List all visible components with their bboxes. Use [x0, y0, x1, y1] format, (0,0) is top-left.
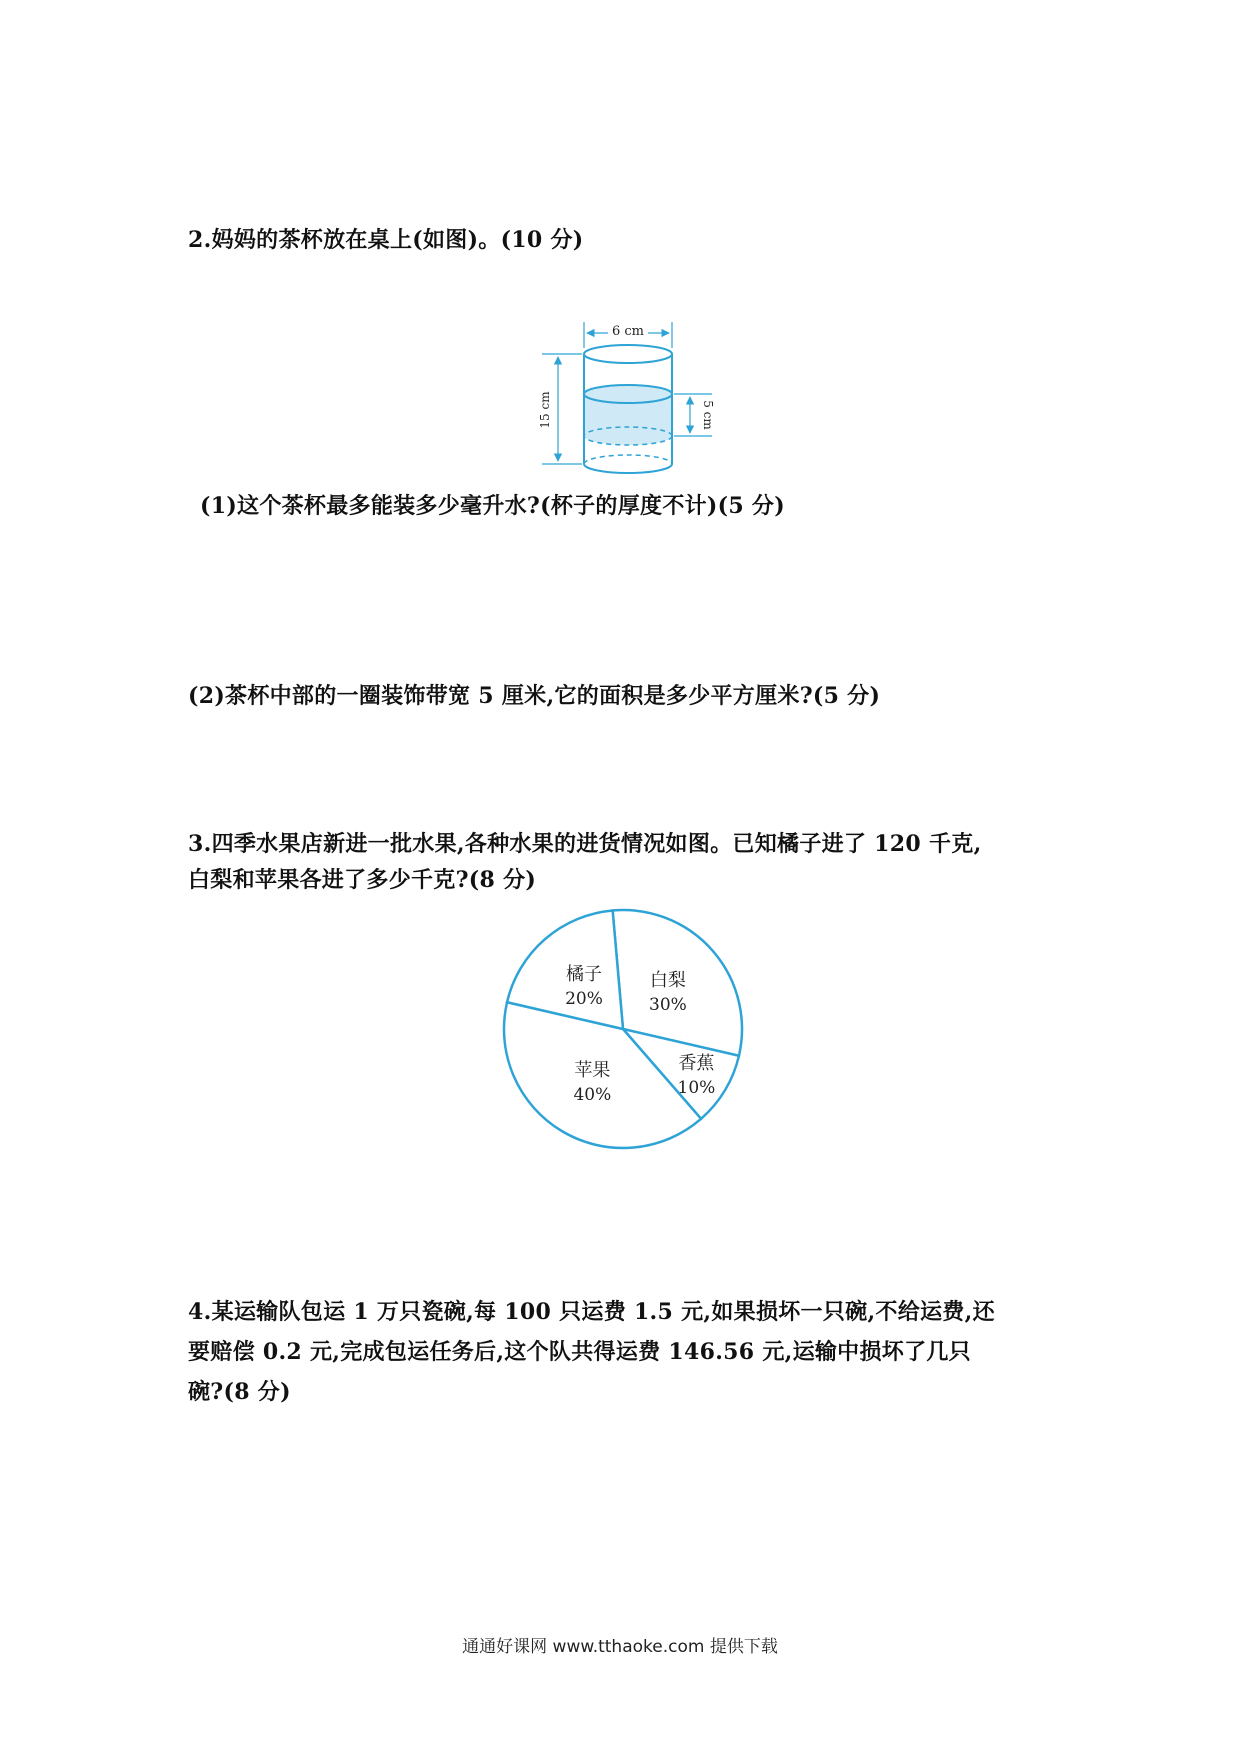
- height-dimension: [538, 354, 582, 464]
- pie-slices: [504, 910, 742, 1148]
- question-2-part-1: (1)这个茶杯最多能装多少毫升水?(杯子的厚度不计)(5 分): [200, 493, 785, 519]
- band-label: 5 cm: [701, 400, 715, 430]
- question-4-line-2: 要赔偿 0.2 元,完成包运任务后,这个队共得运费 146.56 元,运输中损坏了几只: [188, 1339, 971, 1365]
- height-label: 15 cm: [538, 391, 552, 429]
- pie-slice-label: 香蕉: [678, 1053, 715, 1075]
- cup-band: [584, 385, 672, 445]
- question-4-line-3: 碗?(8 分): [188, 1379, 291, 1405]
- footer-watermark: 通通好课网 www.tthaoke.com 提供下载: [462, 1637, 778, 1657]
- question-3-line-1: 3.四季水果店新进一批水果,各种水果的进货情况如图。已知橘子进了 120 千克,: [188, 831, 982, 857]
- pie-slice-label: 苹果: [574, 1060, 611, 1082]
- question-3-title: [188, 826, 982, 898]
- fruit-pie-chart: [498, 906, 748, 1152]
- question-4-line-1: 4.某运输队包运 1 万只瓷碗,每 100 只运费 1.5 元,如果损坏一只碗,不给运费,还: [188, 1299, 995, 1325]
- question-2-title: 2.妈妈的茶杯放在桌上(如图)。(10 分): [188, 227, 584, 253]
- pie-slice-percent: 30%: [649, 994, 687, 1015]
- width-label: 6 cm: [611, 324, 645, 339]
- question-4-title: [188, 1292, 995, 1412]
- question-3-line-2: 白梨和苹果各进了多少千克?(8 分): [188, 867, 537, 893]
- pie-slice-percent: 20%: [565, 989, 603, 1010]
- pie-slice-percent: 10%: [677, 1078, 716, 1099]
- band-dimension: [674, 394, 715, 436]
- pie-slice-percent: 40%: [573, 1085, 612, 1106]
- pie-slice-label: 白梨: [649, 969, 686, 991]
- tea-cup-figure: [530, 318, 730, 474]
- pie-slice-label: 橘子: [565, 964, 602, 986]
- question-2-part-2: (2)茶杯中部的一圈装饰带宽 5 厘米,它的面积是多少平方厘米?(5 分): [188, 683, 881, 709]
